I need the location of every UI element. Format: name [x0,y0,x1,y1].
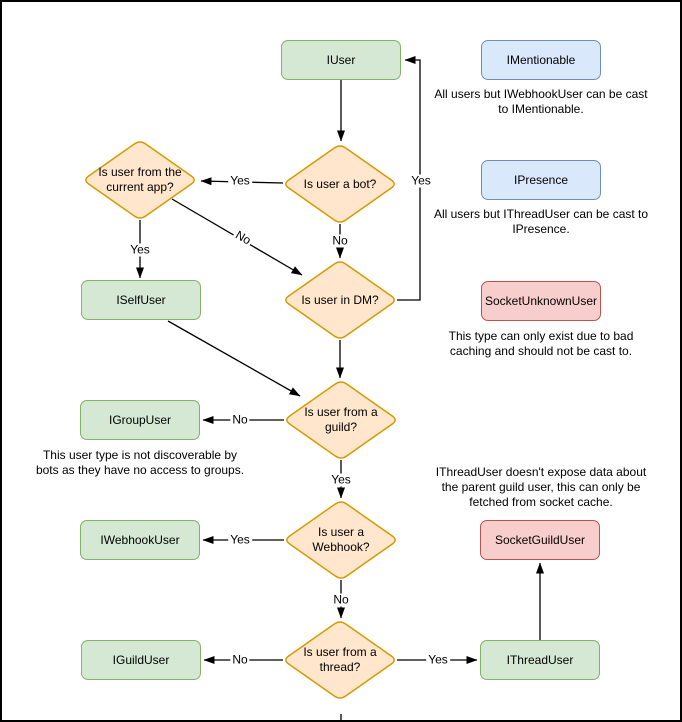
node-iselfuser [81,280,201,320]
decision-is-bot [284,144,396,224]
decision-is-dm-label: Is user in DM? [301,292,379,307]
node-socketguilduser [480,520,600,560]
label-currentapp-to-iselfuser: Yes [130,242,150,257]
note-ipresence: All users but IThreadUser can be cast to IPresence. [433,207,649,236]
label-bot-to-dm: No [332,233,348,248]
label-thread-to-ithreaduser: Yes [428,652,448,667]
node-socketguilduser-label: SocketGuildUser [494,533,586,547]
node-iwebhookuser [80,520,200,560]
node-iguilduser [81,640,201,680]
decision-is-guild-label: Is user from a guild? [304,405,378,434]
node-imentionable [481,40,601,80]
label-currentapp-to-dm: No [233,227,254,248]
node-imentionable-label: IMentionable [506,53,576,67]
decision-is-current-app-label: Is user from the current app? [98,165,182,194]
node-igroupuser [80,400,200,440]
note-ithreaduser: IThreadUser doesn't expose data about the parent guild user, this can only be fetched from socket cache. [435,465,647,509]
node-socketunknownuser-label: SocketUnknownUser [484,294,598,308]
note-igroupuser: This user type is not discoverable by bots as they have no access to groups. [35,448,245,477]
label-dm-to-iuser: Yes [411,173,431,188]
label-guild-to-igroupuser: No [232,412,248,427]
edge-iselfuser-to-isguild [168,321,300,396]
note-imentionable: All users but IWebhookUser can be cast to IMentionable. [434,87,648,116]
decision-is-thread [284,620,396,700]
node-socketunknownuser [481,281,601,321]
decision-is-bot-label: Is user a bot? [303,176,377,191]
node-iuser-label: IUser [326,53,356,67]
decision-is-thread-label: Is user from a thread? [303,645,377,674]
note-socketunknownuser: This type can only exist due to bad caching and should not be cast to. [448,329,634,358]
decision-is-guild [285,380,397,460]
decision-is-webhook [285,500,397,580]
decision-is-dm [284,260,396,340]
label-webhook-to-iwebhookuser: Yes [230,532,250,547]
label-webhook-to-thread: No [333,592,349,607]
node-ithreaduser [480,640,600,680]
node-igroupuser-label: IGroupUser [108,413,172,427]
node-ipresence-label: IPresence [513,173,569,187]
label-thread-to-iguilduser: No [232,652,248,667]
node-iguilduser-label: IGuildUser [112,653,170,667]
label-guild-to-webhook: Yes [331,472,351,487]
node-ipresence [481,160,601,200]
decision-is-current-app [84,140,196,220]
decision-is-webhook-label: Is user a Webhook? [312,525,370,554]
node-iselfuser-label: ISelfUser [116,293,166,307]
node-ithreaduser-label: IThreadUser [506,653,574,667]
label-bot-to-currentapp: Yes [230,173,250,188]
node-iuser [281,40,401,80]
node-iwebhookuser-label: IWebhookUser [100,533,180,547]
